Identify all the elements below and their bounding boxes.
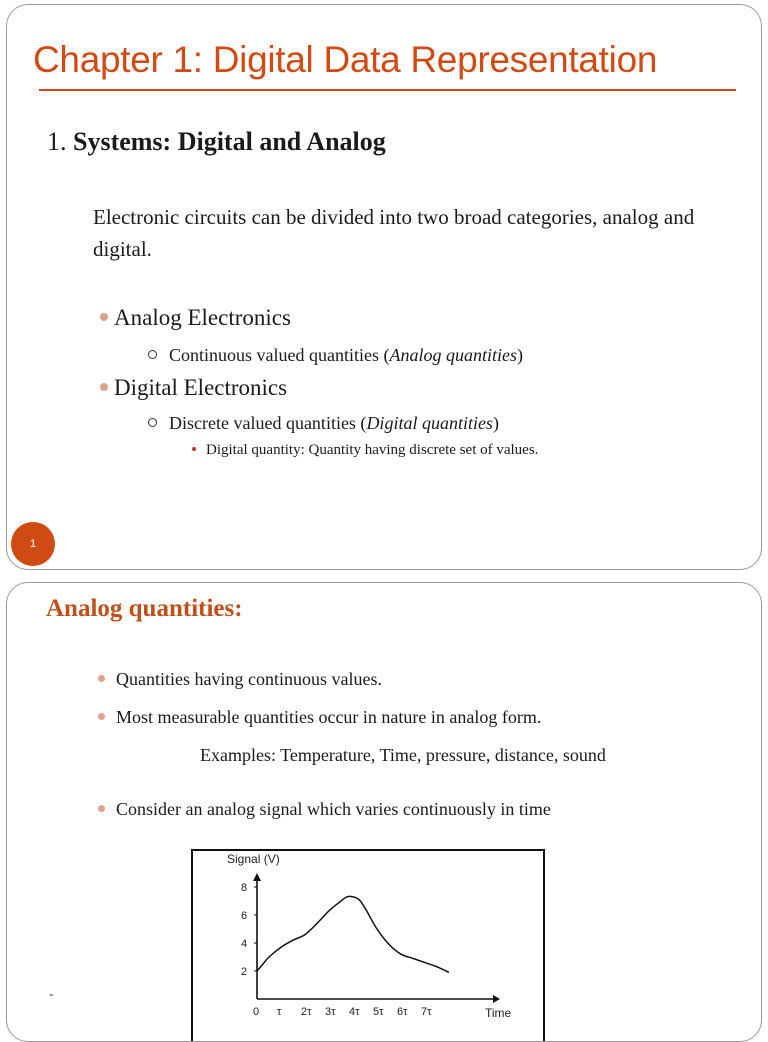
examples-line: Examples: Temperature, Time, pressure, distance, sound: [200, 745, 606, 765]
bullet-analog-signal: [98, 799, 551, 820]
x-tick-label: 6τ: [397, 1006, 408, 1018]
bullet-dot-icon: [98, 805, 105, 812]
signal-curve: [257, 896, 449, 972]
y-tick-label: 2: [241, 966, 248, 978]
x-tick-label: 7τ: [421, 1006, 432, 1018]
x-tick-label: 3τ: [325, 1006, 336, 1018]
x-tick-label: 0: [253, 1006, 260, 1018]
section-title: Systems: Digital and Analog: [73, 127, 386, 156]
section-number: 1.: [47, 127, 67, 156]
bullet-digital-electronics: [100, 375, 287, 401]
detail-text: Digital quantity: Quantity having discrete set of values.: [206, 442, 539, 458]
circle-bullet-icon: [148, 350, 157, 359]
x-axis-label: Time: [485, 1006, 512, 1020]
circle-bullet-icon: [148, 418, 157, 427]
sub-bullet-italic: Digital quantities: [366, 413, 493, 433]
sub-bullet-digital: [148, 413, 499, 434]
title-underline: [39, 89, 736, 91]
bullet-label: Digital Electronics: [114, 375, 288, 400]
dash-mark: -: [49, 987, 54, 1002]
sub-bullet-text: Discrete valued quantities (: [169, 413, 367, 433]
section-heading: [47, 127, 386, 157]
bullet-continuous: [98, 669, 382, 690]
y-tick-label: 6: [241, 910, 248, 922]
y-axis-arrow-icon: [253, 873, 261, 881]
bullet-measurable: [98, 707, 541, 728]
slide-title: Analog quantities:: [46, 595, 243, 622]
intro-paragraph: Electronic circuits can be divided into two broad categories, analog and digital.: [93, 205, 695, 261]
slide-1: [6, 4, 762, 570]
x-tick-label: τ: [277, 1006, 282, 1018]
sub-bullet-italic: Analog quantities: [389, 345, 517, 365]
y-tick-label: 8: [241, 882, 248, 894]
slide-2: [6, 582, 762, 1042]
x-axis-arrow-icon: [493, 995, 500, 1003]
bullet-dot-icon: [100, 313, 108, 321]
signal-chart: [193, 851, 543, 1042]
bullet-analog-electronics: [100, 305, 291, 331]
sub-bullet-suffix: ): [516, 345, 523, 365]
x-tick-label: 5τ: [373, 1006, 384, 1018]
small-bullet-icon: [192, 447, 196, 451]
y-tick-label: 4: [241, 938, 248, 950]
bullet-dot-icon: [100, 383, 108, 391]
bullet-text: Most measurable quantities occur in nature in analog form.: [116, 707, 542, 727]
x-tick-label: 2τ: [301, 1006, 312, 1018]
bullet-label: Analog Electronics: [114, 305, 291, 330]
sub-bullet-text: Continuous valued quantities (: [169, 345, 390, 365]
page-number-badge: 1: [11, 522, 55, 566]
slide-title: Chapter 1: Digital Data Representation: [33, 39, 658, 80]
bullet-dot-icon: [98, 713, 105, 720]
y-axis-label: Signal (V): [227, 852, 280, 866]
x-tick-label: 4τ: [349, 1006, 360, 1018]
sub-bullet-suffix: ): [492, 413, 499, 433]
detail-bullet-digital: [192, 442, 538, 459]
bullet-text: Consider an analog signal which varies continuously in time: [116, 799, 551, 819]
bullet-dot-icon: [98, 675, 105, 682]
sub-bullet-analog: [148, 345, 523, 366]
bullet-text: Quantities having continuous values.: [116, 669, 382, 689]
analog-signal-graph: [191, 849, 545, 1042]
